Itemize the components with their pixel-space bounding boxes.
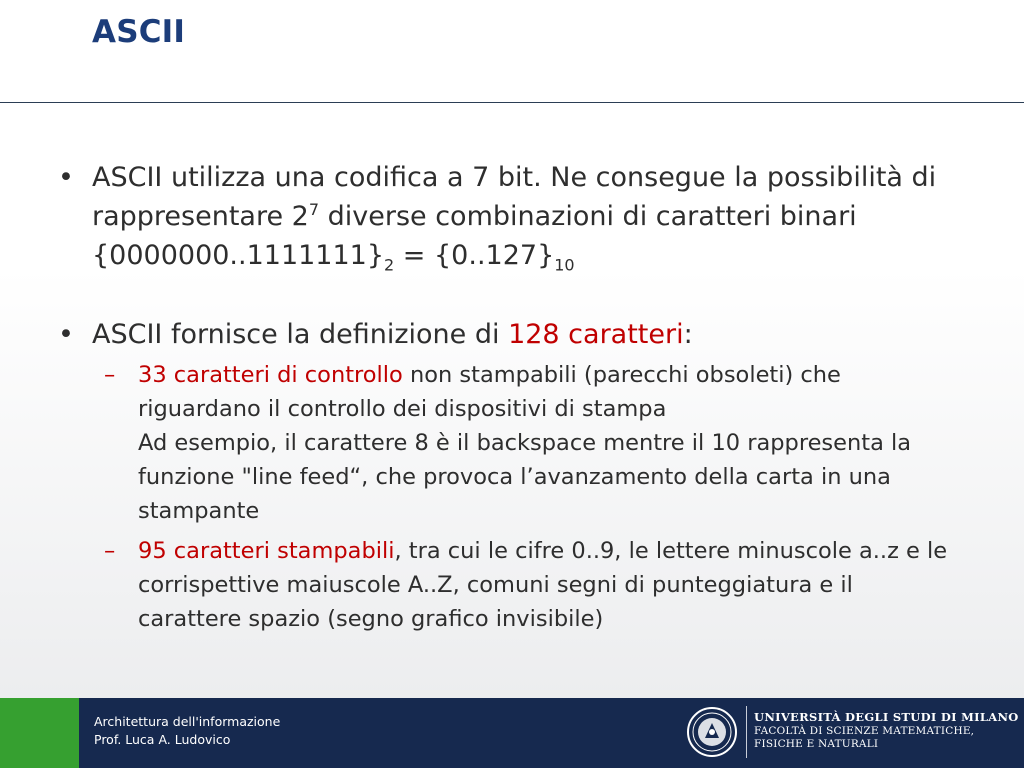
university-block [754, 709, 1019, 751]
bullet-item [58, 315, 958, 354]
sub2-line1: , tra cui le cifre 0..9, le lettere minuscole a..z e le corrispettive maiuscole A..Z, comuni segni di punteggiatura e il carattere spazio (segno grafico invisibile) [138, 538, 948, 632]
slide-content [58, 158, 958, 642]
bullet-symbol: • [58, 162, 74, 193]
footer-divider [746, 706, 747, 758]
sub-item [58, 358, 958, 528]
bullet2-text-b: : [683, 319, 693, 350]
bullet1-subscript-base10: 10 [554, 255, 575, 275]
footer-course-info [94, 713, 280, 749]
bullet1-subscript-base2: 2 [384, 255, 395, 275]
bullet2-text-a: ASCII fornisce la definizione di [92, 319, 509, 350]
professor-name: Prof. Luca A. Ludovico [94, 732, 231, 747]
slide-title: ASCII [92, 14, 186, 50]
bullet2-highlight: 128 caratteri [508, 319, 684, 350]
university-name: UNIVERSITÀ DEGLI STUDI DI MILANO [754, 710, 1019, 724]
bullet1-text-c: = {0..127} [394, 240, 555, 271]
sub1-line2: Ad esempio, il carattere 8 è il backspace mentre il 10 rappresenta la funzione "line feed“, che provoca l’avanzamento della carta in una stampante [138, 430, 912, 524]
course-name: Architettura dell'informazione [94, 714, 281, 729]
faculty-line1: FACOLTÀ DI SCIENZE MATEMATICHE, [754, 725, 975, 737]
bullet-item [58, 158, 958, 275]
sub2-highlight: 95 caratteri stampabili [138, 538, 395, 564]
footer [0, 698, 1024, 768]
bullet-symbol: • [58, 319, 74, 350]
sub1-line1: non stampabili (parecchi obsoleti) che riguardano il controllo dei dispositivi di stampa [138, 362, 841, 422]
sub1-highlight: 33 caratteri di controllo [138, 362, 403, 388]
bullet1-text-b: diverse combinazioni di caratteri binari {0000000..1111111} [92, 201, 857, 271]
footer-green-block [0, 698, 79, 768]
dash-symbol: – [104, 362, 116, 388]
university-seal-icon [686, 706, 738, 758]
sub-item [58, 534, 958, 636]
faculty-line2: FISICHE E NATURALI [754, 738, 879, 750]
title-divider [0, 102, 1024, 103]
bullet1-exponent: 7 [308, 200, 320, 219]
sub-list [58, 358, 958, 636]
bullet1-text-a: ASCII utilizza una codifica a 7 bit. Ne consegue la possibilità di rappresentare 2 [92, 162, 937, 232]
dash-symbol: – [104, 538, 116, 564]
